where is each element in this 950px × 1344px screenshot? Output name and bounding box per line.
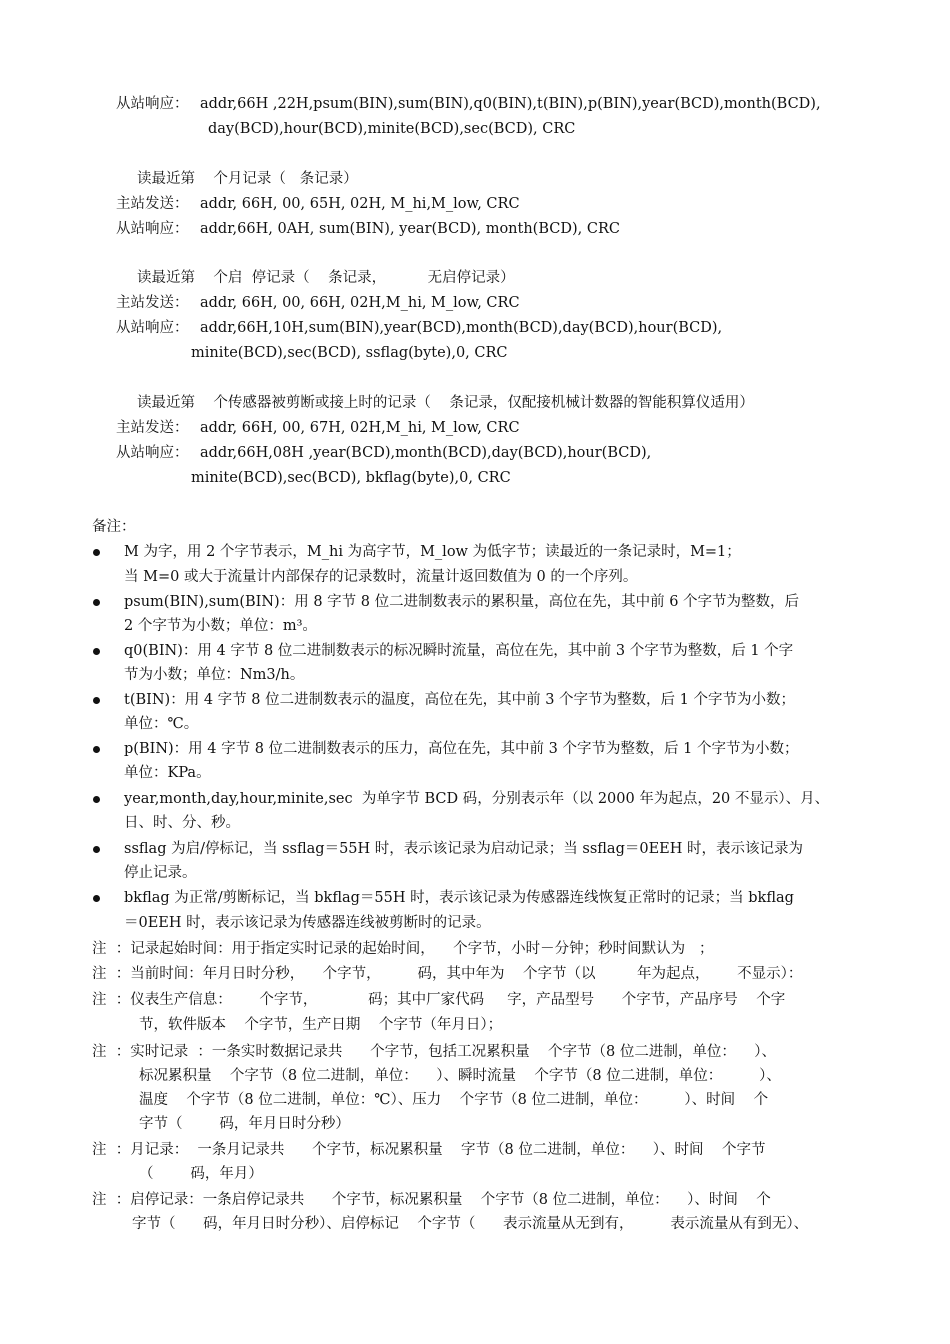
- bullet-dot: [93, 697, 100, 704]
- bullet-text: 单位：℃。: [124, 716, 199, 732]
- bullet-dot: [93, 648, 100, 655]
- response-label: 从站响应：: [116, 96, 189, 112]
- bullet-dot: [93, 796, 100, 803]
- bullet-dot: [93, 746, 100, 753]
- note-line: 注 ：记录起始时间：用于指定实时记录的起始时间， 个字节，小时－分钟；秒时间默认为 ；: [92, 941, 714, 957]
- bullet-text: 停止记录。: [124, 865, 197, 881]
- section-title: 读最近第 个传感器被剪断或接上时的记录（ 条记录，仅配接机械计数器的智能积算仪适用）: [137, 395, 754, 411]
- response-line: addr,66H,08H ,year(BCD),month(BCD),day(BCD),hour(BCD),: [200, 445, 652, 461]
- bullet-dot: [93, 599, 100, 606]
- response-line: minite(BCD),sec(BCD), ssflag(byte),0, CRC: [191, 345, 508, 361]
- response-label: 从站响应：: [116, 320, 189, 336]
- note-line: （ 码，年月）: [139, 1166, 263, 1182]
- response-line: addr,66H,10H,sum(BIN),year(BCD),month(BCD),day(BCD),hour(BCD),: [200, 320, 723, 336]
- send-line: addr, 66H, 00, 65H, 02H, M_hi,M_low, CRC: [200, 196, 520, 212]
- response-label: 从站响应：: [116, 221, 189, 237]
- note-line: 注 ：当前时间：年月日时分秒， 个字节， 码，其中年为 个字节（以 年为起点， 不显示）：: [92, 966, 803, 982]
- remarks-title: 备注：: [92, 519, 136, 535]
- bullet-text: psum(BIN),sum(BIN)：用 8 字节 8 位二进制数表示的累积量，高位在先，其中前 6 个字节为整数，后: [124, 594, 800, 610]
- bullet-text: 日、时、分、秒。: [124, 815, 240, 831]
- bullet-text: ＝0EEH 时，表示该记录为传感器连线被剪断时的记录。: [124, 915, 491, 931]
- note-line: 温度 个字节（8 位二进制，单位：℃）、压力 个字节（8 位二进制，单位： ）、时间 个: [139, 1092, 769, 1108]
- bullet-text: q0(BIN)：用 4 字节 8 位二进制数表示的标况瞬时流量，高位在先，其中前 3 个字节为整数，后 1 个字: [124, 643, 794, 659]
- bullet-dot: [93, 846, 100, 853]
- response-line: addr,66H ,22H,psum(BIN),sum(BIN),q0(BIN),t(BIN),p(BIN),year(BCD),month(BCD),: [200, 96, 821, 112]
- bullet-dot: [93, 895, 100, 902]
- send-label: 主站发送：: [116, 420, 189, 436]
- note-line: 注 ：月记录： 一条月记录共 个字节，标况累积量 字节（8 位二进制，单位： ）、时间 个字节: [92, 1142, 766, 1158]
- bullet-text: bkflag 为正常/剪断标记，当 bkflag＝55H 时，表示该记录为传感器连线恢复正常时的记录；当 bkflag: [124, 890, 794, 906]
- bullet-text: 当 M=0 或大于流量计内部保存的记录数时，流量计返回数值为 0 的一个序列。: [124, 569, 638, 585]
- note-line: 字节（ 码，年月日时分秒）、启停标记 个字节（ 表示流量从无到有， 表示流量从有到无）、: [132, 1216, 809, 1232]
- note-line: 注 ：实时记录 ：一条实时数据记录共 个字节，包括工况累积量 个字节（8 位二进制，单位： ）、: [92, 1044, 777, 1060]
- send-label: 主站发送：: [116, 295, 189, 311]
- bullet-text: 2 个字节为小数；单位：m³。: [124, 618, 317, 634]
- note-line: 注 ：启停记录：一条启停记录共 个字节，标况累积量 个字节（8 位二进制，单位： ）、时间 个: [92, 1192, 771, 1208]
- note-line: 注 ：仪表生产信息： 个字节， 码；其中厂家代码 字，产品型号 个字节，产品序号 个字: [92, 992, 786, 1008]
- response-line: addr,66H, 0AH, sum(BIN), year(BCD), month(BCD), CRC: [200, 221, 620, 237]
- note-line: 字节（ 码，年月日时分秒）: [139, 1116, 350, 1132]
- response-label: 从站响应：: [116, 445, 189, 461]
- note-line: 标况累积量 个字节（8 位二进制，单位： ）、瞬时流量 个字节（8 位二进制，单位： ）、: [139, 1068, 781, 1084]
- send-label: 主站发送：: [116, 196, 189, 212]
- note-line: 节，软件版本 个字节，生产日期 个字节（年月日）；: [139, 1017, 503, 1033]
- send-line: addr, 66H, 00, 66H, 02H,M_hi, M_low, CRC: [200, 295, 520, 311]
- response-line: minite(BCD),sec(BCD), bkflag(byte),0, CRC: [191, 470, 511, 486]
- bullet-text: p(BIN)：用 4 字节 8 位二进制数表示的压力，高位在先，其中前 3 个字节为整数，后 1 个字节为小数；: [124, 741, 799, 757]
- bullet-text: year,month,day,hour,minite,sec 为单字节 BCD 码，分别表示年（以 2000 年为起点，20 不显示）、月、: [124, 791, 830, 807]
- bullet-dot: [93, 549, 100, 556]
- bullet-text: ssflag 为启/停标记，当 ssflag＝55H 时，表示该记录为启动记录；当 ssflag＝0EEH 时，表示该记录为: [124, 841, 804, 857]
- section-title: 读最近第 个启 停记录（ 条记录， 无启停记录）: [137, 270, 515, 286]
- bullet-text: 单位：KPa。: [124, 765, 211, 781]
- send-line: addr, 66H, 00, 67H, 02H,M_hi, M_low, CRC: [200, 420, 520, 436]
- bullet-text: M 为字，用 2 个字节表示，M_hi 为高字节，M_low 为低字节；读最近的一条记录时，M=1；: [124, 544, 741, 560]
- section-title: 读最近第 个月记录（ 条记录）: [137, 171, 358, 187]
- bullet-text: t(BIN)：用 4 字节 8 位二进制数表示的温度，高位在先，其中前 3 个字节为整数，后 1 个字节为小数；: [124, 692, 795, 708]
- response-line: day(BCD),hour(BCD),minite(BCD),sec(BCD), CRC: [208, 121, 576, 137]
- bullet-text: 节为小数；单位：Nm3/h。: [124, 667, 305, 683]
